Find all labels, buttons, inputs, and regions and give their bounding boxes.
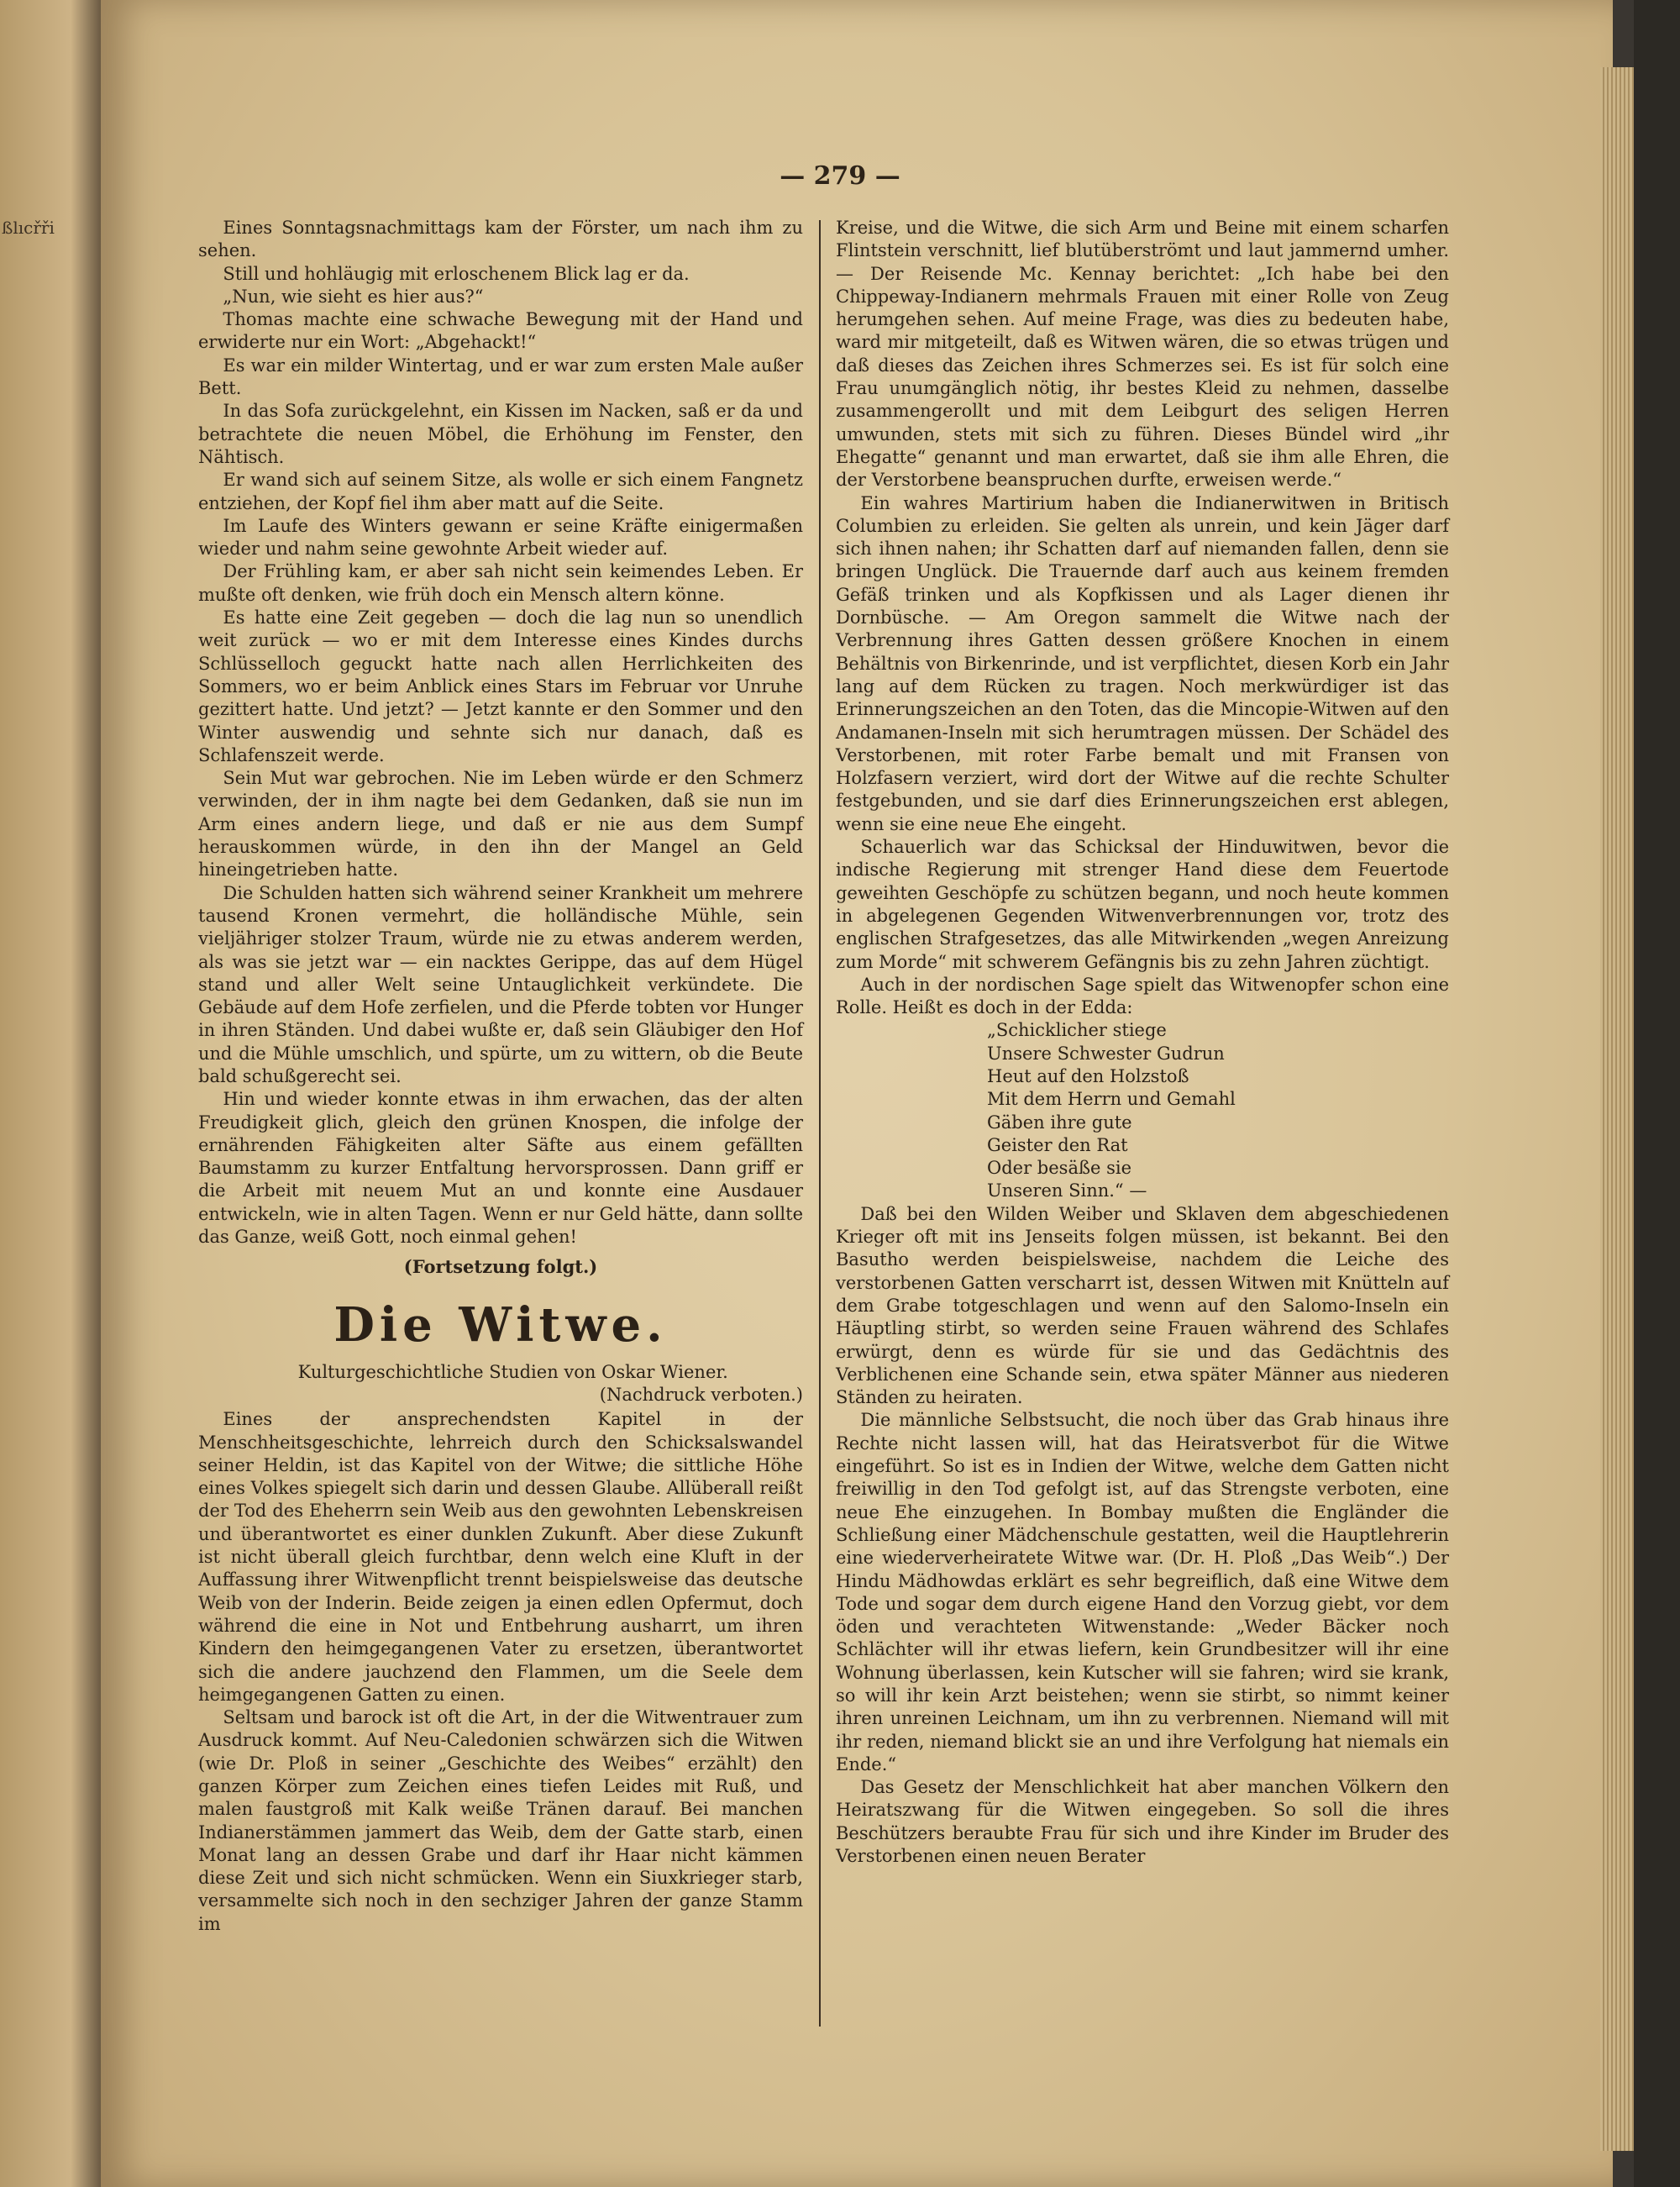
facing-page-text-fragment: ßlıcřři	[2, 218, 55, 238]
story-paragraph: Thomas machte eine schwache Bewegung mit der Hand und erwiderte nur ein Wort: „Abgehackt!“	[198, 309, 803, 353]
article-title: Die Witwe.	[333, 1296, 668, 1353]
page-block-edges	[1600, 67, 1634, 2151]
story-paragraph: Es war ein milder Wintertag, und er war zum ersten Male außer Bett.	[198, 355, 803, 399]
poem-line: Mit dem Herrn und Gemahl	[987, 1089, 1236, 1110]
poem-line: „Schicklicher stiege	[987, 1020, 1167, 1041]
article-paragraph: Das Gesetz der Menschlichkeit hat aber manchen Völkern den Heiratszwang für die Witwen eingegeben. So soll die ihres Beschützers beraubte Frau für sich und ihre Kinder im Bruder des Verstorbenen einen neuen Berater	[836, 1777, 1449, 1867]
reprint-notice: (Nachdruck verboten.)	[599, 1384, 803, 1405]
article-paragraph: Kreise, und die Witwe, die sich Arm und Beine mit einem scharfen Flintstein verschnitt, lief blutüberströmt und laut jammernd umher. — Der Reisende Mc. Kennay berichtet: „Ich habe bei den Chippeway-Indianern mehrmals Frauen mit einer Rolle von Zeug herumgehen sehen. Auf meine Frage, was dies zu bedeuten habe, ward mir mitgeteilt, daß es Witwen wären, die so etwas trügen und daß dieses das Zeichen ihres Schmerzes sei. Es ist für solch eine Frau unumgänglich nötig, ihr bestes Kleid zu nehmen, dasselbe zusammengerollt und mit dem Leibgurt des seligen Herren umwunden, stets mit sich zu führen. Dieses Bündel wird „ihr Ehegatte“ genannt und man erwartet, daß sie ihm alle Ehren, die der Verstorbene beanspruchen durfte, erweisen werde.“	[836, 218, 1449, 491]
poem-line: Heut auf den Holzstoß	[987, 1065, 1189, 1086]
story-continuation	[198, 217, 803, 1279]
article-subtitle: Kulturgeschichtliche Studien von Oskar Wiener.	[297, 1361, 728, 1382]
story-paragraph: Eines Sonntagsnachmittags kam der Förster, um nach ihm zu sehen.	[198, 218, 803, 261]
right-column	[836, 217, 1449, 1868]
article-paragraph: Die männliche Selbstsucht, die noch über das Grab hinaus ihre Rechte nicht lassen will, hat das Heiratsverbot für die Witwe eingeführt. So ist es in Indien der Witwe, welche dem Gatten nicht freiwillig in den Tod gefolgt ist, auf das Strengste verboten, eine neue Ehe einzugehen. In Bombay mußten die Engländer die Schließung einer Mädchenschule gestatten, weil die Hauptlehrerin eine wiederverheiratete Witwe war. (Dr. H. Ploß „Das Weib“.) Der Hindu Mädhowdas erklärt es sehr begreiflich, daß eine Witwe dem Tode und sogar dem durch eigene Hand den Vorzug giebt, vor dem öden und verachteten Witwenstande: „Weder Bäcker noch Schlächter will ihr etwas liefern, kein Grundbesitzer will ihr eine Wohnung überlassen, kein Kutscher will sie fahren; wird sie krank, so will ihr kein Arzt beistehen; wenn sie stirbt, so nimmt keiner ihren unreinen Leichnam, um ihn zu verbrennen. Niemand will mit ihr reden, niemand blickt sie an und ihre Verfolgung hat niemals ein Ende.“	[836, 1410, 1449, 1774]
poem-line: Unsere Schwester Gudrun	[987, 1043, 1225, 1064]
story-paragraph: Im Laufe des Winters gewann er seine Kräfte einigermaßen wieder und nahm seine gewohnte Arbeit wieder auf.	[198, 515, 803, 560]
story-paragraph: Es hatte eine Zeit gegeben — doch die lag nun so unendlich weit zurück — wo er mit dem Interesse eines Kindes durchs Schlüsselloch geguckt hatte nach allen Herrlichkeiten des Sommers, wo er beim Anblick eines Stars im Februar vor Unruhe gezittert hatte. Und jetzt? — Jetzt kannte er den Sommer und den Winter auswendig und sehnte sich nur danach, daß es Schlafenszeit werde.	[198, 607, 803, 765]
story-paragraph: Der Frühling kam, er aber sah nicht sein keimendes Leben. Er mußte oft denken, wie früh doch ein Mensch altern könne.	[198, 561, 803, 605]
story-paragraph: Sein Mut war gebrochen. Nie im Leben würde er den Schmerz verwinden, der in ihm nagte bei dem Gedanken, daß sie nun im Arm eines andern liege, und daß er nie aus dem Sumpf herauskommen würde, in den ihn der Mangel an Geld hineingetrieben hatte.	[198, 768, 803, 881]
book-spine	[1634, 0, 1680, 2187]
article-paragraph: Daß bei den Wilden Weiber und Sklaven dem abgeschiedenen Krieger oft mit ins Jenseits folgen müssen, ist bekannt. Bei den Basutho werden beispielsweise, nachdem die Leiche des verstorbenen Gatten verscharrt ist, dessen Witwen mit Knütteln auf dem Grabe totgeschlagen und wenn auf den Salomo-Inseln ein Häuptling stirbt, so werden seine Frauen während des Schlafes erwürgt, denn es würde für sie und das Gedächtnis des Verblichenen eine Schande sein, etwa später Männer aus niederen Ständen zu heiraten.	[836, 1203, 1449, 1408]
article-paragraph: Ein wahres Martirium haben die Indianerwitwen in Britisch Columbien zu erleiden. Sie gelten als unrein, und kein Jäger darf sich ihnen nahen; ihr Schatten darf auf niemanden fallen, denn sie bringen Unglück. Die Trauernde darf auch aus keinem fremden Gefäß trinken und als Kopfkissen und als Lager dienen ihr Dornbüsche. — Am Oregon sammelt die Witwe nach der Verbrennung ihres Gatten dessen größere Knochen in einem Behältnis von Birkenrinde, und ist verpflichtet, diesen Korb ein Jahr lang auf dem Rücken zu tragen. Noch merkwürdiger ist das Erinnerungszeichen an den Toten, das die Mincopie-Witwen auf den Andamanen-Inseln mit sich herumtragen müssen. Der Schädel des Verstorbenen, mit roter Farbe bemalt und mit Fransen von Holzfasern verziert, wird dort der Witwe auf die rechte Schulter festgebunden, und sie darf dies Erinnerungszeichen erst ablegen, wenn sie eine neue Ehe eingeht.	[836, 492, 1449, 834]
story-paragraph: Still und hohläugig mit erloschenem Blick lag er da.	[223, 263, 690, 284]
story-paragraph: „Nun, wie sieht es hier aus?“	[223, 286, 484, 307]
page-number: — 279 —	[780, 161, 900, 191]
poem-line: Oder besäße sie	[987, 1158, 1132, 1179]
article-paragraph: Schauerlich war das Schicksal der Hinduwitwen, bevor die indische Regierung mit strenger Hand diese dem Feuertode geweihten Geschöpfe zu schützen begann, und noch heute kommen in abgelegenen Gegenden Witwenverbrennungen vor, trotz des englischen Strafgesetzes, das alle Mitwirkenden „wegen Anreizung zum Morde“ mit schwerem Gefängnis bis zu zehn Jahren züchtigt.	[836, 837, 1449, 972]
story-paragraph: Die Schulden hatten sich während seiner Krankheit um mehrere tausend Kronen vermehrt, die holländische Mühle, sein vieljähriger stolzer Traum, würde nie zu etwas anderem werden, als was sie jetzt war — ein nacktes Gerippe, das auf dem Hügel stand und aller Welt seine Untauglichkeit verkündete. Die Gebäude auf dem Hofe zerfielen, und die Pferde tobten vor Hunger in ihren Ständen. Und dabei wußte er, daß sein Gläubiger den Hof und die Mühle umschlich, und spürte, um zu wittern, ob die Beute bald schußgerecht sei.	[198, 882, 803, 1086]
left-column	[198, 217, 803, 1936]
facing-page-edge	[0, 0, 101, 2187]
story-paragraph: Hin und wieder konnte etwas in ihm erwachen, das der alten Freudigkeit glich, gleich den grünen Knospen, die infolge der ernährenden Fähigkeiten alter Säfte aus einem gefällten Baumstamm zu kurzer Entfaltung hervorsprossen. Dann griff er die Arbeit mit neuem Mut an und konnte eine Ausdauer entwickeln, wie in alten Tagen. Wenn er nur Geld hätte, dann sollte das Ganze, weiß Gott, noch einmal gehen!	[198, 1089, 803, 1248]
edda-quote	[987, 1019, 1449, 1202]
poem-line: Geister den Rat	[987, 1134, 1128, 1155]
column-divider	[819, 220, 821, 2027]
poem-line: Gäben ihre gute	[987, 1112, 1132, 1133]
article-paragraph: Eines der ansprechendsten Kapitel in der Menschheitsgeschichte, lehrreich durch den Schicksalswandel seiner Heldin, ist das Kapitel von der Witwe; die sittliche Höhe eines Volkes spiegelt sich darin und dessen Glaube. Allüberall reißt der Tod des Eheherrn sein Weib aus den gewohnten Lebenskreisen und überantwortet es einer dunklen Zukunft. Aber diese Zukunft ist nicht überall gleich furchtbar, denn welch eine Kluft in der Auffassung ihrer Witwenpflicht trennt beispielsweise das deutsche Weib von der Inderin. Beide zeigen ja einen edlen Opfermut, doch während die eine in Not und Entbehrung ausharrt, um ihren Kindern den heimgegangenen Vater zu ersetzen, überantwortet sich die andere jauchzend den Flammen, um die Seele dem heimgegangenen Gatten zu einen.	[198, 1409, 803, 1705]
article-paragraph: Seltsam und barock ist oft die Art, in der die Witwentrauer zum Ausdruck kommt. Auf Neu-Caledonien schwärzen sich die Witwen (wie Dr. Ploß in seiner „Geschichte des Weibes“ erzählt) den ganzen Körper zum Zeichen eines tiefen Leides mit Ruß, und malen faustgroß mit Kalk weiße Tränen darauf. Bei manchen Indianerstämmen jammert das Weib, dem der Gatte starb, einen Monat lang an dessen Grabe und darf ihr Haar nicht kämmen diese Zeit und sich nicht schmücken. Wenn ein Siuxkrieger starb, versammelte sich noch in den sechziger Jahren der ganze Stamm im	[198, 1707, 803, 1934]
story-paragraph: Er wand sich auf seinem Sitze, als wolle er sich einem Fangnetz entziehen, der Kopf fiel ihm aber matt auf die Seite.	[198, 470, 803, 513]
story-paragraph: In das Sofa zurückgelehnt, ein Kissen im Nacken, saß er da und betrachtete die neuen Möbel, die Erhöhung im Fenster, den Nähtisch.	[198, 401, 803, 467]
article-paragraph: Auch in der nordischen Sage spielt das Witwenopfer schon eine Rolle. Heißt es doch in der Edda:	[836, 974, 1449, 1018]
poem-line: Unseren Sinn.“ —	[987, 1180, 1147, 1201]
article	[198, 1296, 803, 1936]
continued-notice: (Fortsetzung folgt.)	[403, 1256, 598, 1278]
